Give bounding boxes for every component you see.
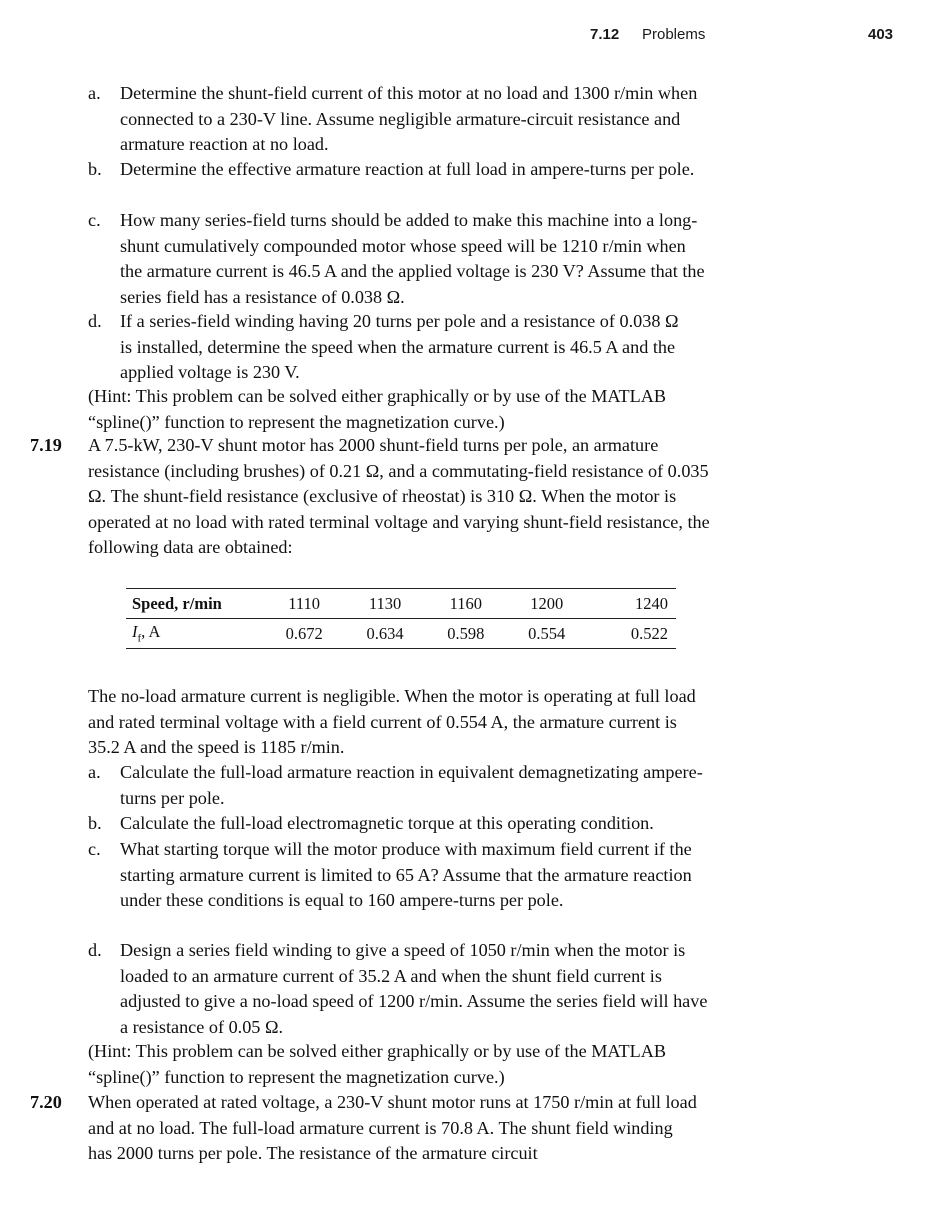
problem-7-20-text: When operated at rated voltage, a 230-V shunt motor runs at 1750 r/min at full load and at no load. The full-load armature current is 70.8 A. The shunt field winding has 2000 turns per pole. The resistance of the armature circuit <box>88 1092 697 1163</box>
table-head-label: Speed, r/min <box>132 593 222 613</box>
running-head <box>0 26 936 46</box>
hint-2: (Hint: This problem can be solved either graphically or by use of the MATLAB “spline()” function to represent the magnetization curve.) <box>88 1041 666 1087</box>
current-unit: , A <box>141 622 161 642</box>
item-d-label: d. <box>88 311 102 331</box>
item-719-d-text: Design a series field winding to give a speed of 1050 r/min when the motor is loaded to an armature current of 35.2 A and when the shunt field current is adjusted to give a no-load speed of 1200 r/min. Assume the series field will have a resistance of 0.05 Ω. <box>120 940 708 1037</box>
table-cell: 1160 <box>449 593 483 613</box>
hint-1: (Hint: This problem can be solved either graphically or by use of the MATLAB “spline()” function to represent the magnetization curve.) <box>88 386 666 432</box>
item-719-c-label: c. <box>88 839 101 859</box>
item-c-text: How many series-field turns should be added to make this machine into a long-shunt cumulatively compounded motor whose speed will be 1210 r/min when the armature current is 46.5 A and the applied voltage is 230 V? Assume that the series field has a resistance of 0.038 Ω. <box>120 210 705 307</box>
item-c-label: c. <box>88 210 101 230</box>
item-d-text: If a series-field winding having 20 turns per pole and a resistance of 0.038 Ω is installed, determine the speed when the armature current is 46.5 A and the applied voltage is 230 V. <box>120 311 679 382</box>
table-row-current <box>126 619 676 649</box>
item-b-label: b. <box>88 159 102 179</box>
table-cell: 0.634 <box>366 623 404 643</box>
section-number: 7.12 <box>590 26 620 43</box>
current-symbol: I <box>132 622 138 642</box>
problem-7-19-text: A 7.5-kW, 230-V shunt motor has 2000 shunt-field turns per pole, an armature resistance (including brushes) of 0.21 Ω, and a commutating-field resistance of 0.035 Ω. The shunt-field resistance (exclusive of rheostat) is 310 Ω. When the motor is operated at no load with rated terminal voltage and varying shunt-field resistance, the following data are obtained: <box>88 435 710 557</box>
table-cell: 1110 <box>288 593 321 613</box>
item-a-text: Determine the shunt-field current of this motor at no load and 1300 r/min when connected to a 230-V line. Assume negligible armature-circuit resistance and armature reaction at no load. <box>120 83 698 154</box>
problem-7-19-paragraph: The no-load armature current is negligible. When the motor is operating at full load and rated terminal voltage with a field current of 0.554 A, the armature current is 35.2 A and the speed is 1185 r/min. <box>88 686 696 757</box>
table-cell: 1240 <box>635 593 668 613</box>
problem-7-19-number: 7.19 <box>30 435 62 455</box>
item-719-c-text: What starting torque will the motor produce with maximum field current if the starting armature current is limited to 65 A? Assume that the armature reaction under these conditions is equal to 160 ampere-turns per pole. <box>120 839 692 910</box>
item-719-a-label: a. <box>88 762 101 782</box>
data-table <box>126 588 676 649</box>
table-cell: 0.672 <box>285 623 323 643</box>
item-719-b-text: Calculate the full-load electromagnetic torque at this operating condition. <box>120 813 654 833</box>
problem-7-20-number: 7.20 <box>30 1092 62 1112</box>
table-cell: 0.598 <box>447 623 485 643</box>
item-719-b-label: b. <box>88 813 102 833</box>
table-row2-label <box>126 619 264 649</box>
table-row-speed <box>126 589 676 619</box>
table-cell: 1130 <box>368 593 402 613</box>
item-a-label: a. <box>88 83 101 103</box>
item-719-d-label: d. <box>88 940 102 960</box>
table-cell: 1200 <box>530 593 564 613</box>
page-number: 403 <box>868 26 894 43</box>
item-b-text: Determine the effective armature reaction at full load in ampere-turns per pole. <box>120 159 695 179</box>
table-cell: 0.554 <box>528 623 566 643</box>
item-719-a-text: Calculate the full-load armature reaction in equivalent demagnetizating ampere-turns per pole. <box>120 762 703 808</box>
table-cell: 0.522 <box>630 623 668 643</box>
current-subscript: f <box>137 632 142 645</box>
section-title: Problems <box>642 26 706 43</box>
